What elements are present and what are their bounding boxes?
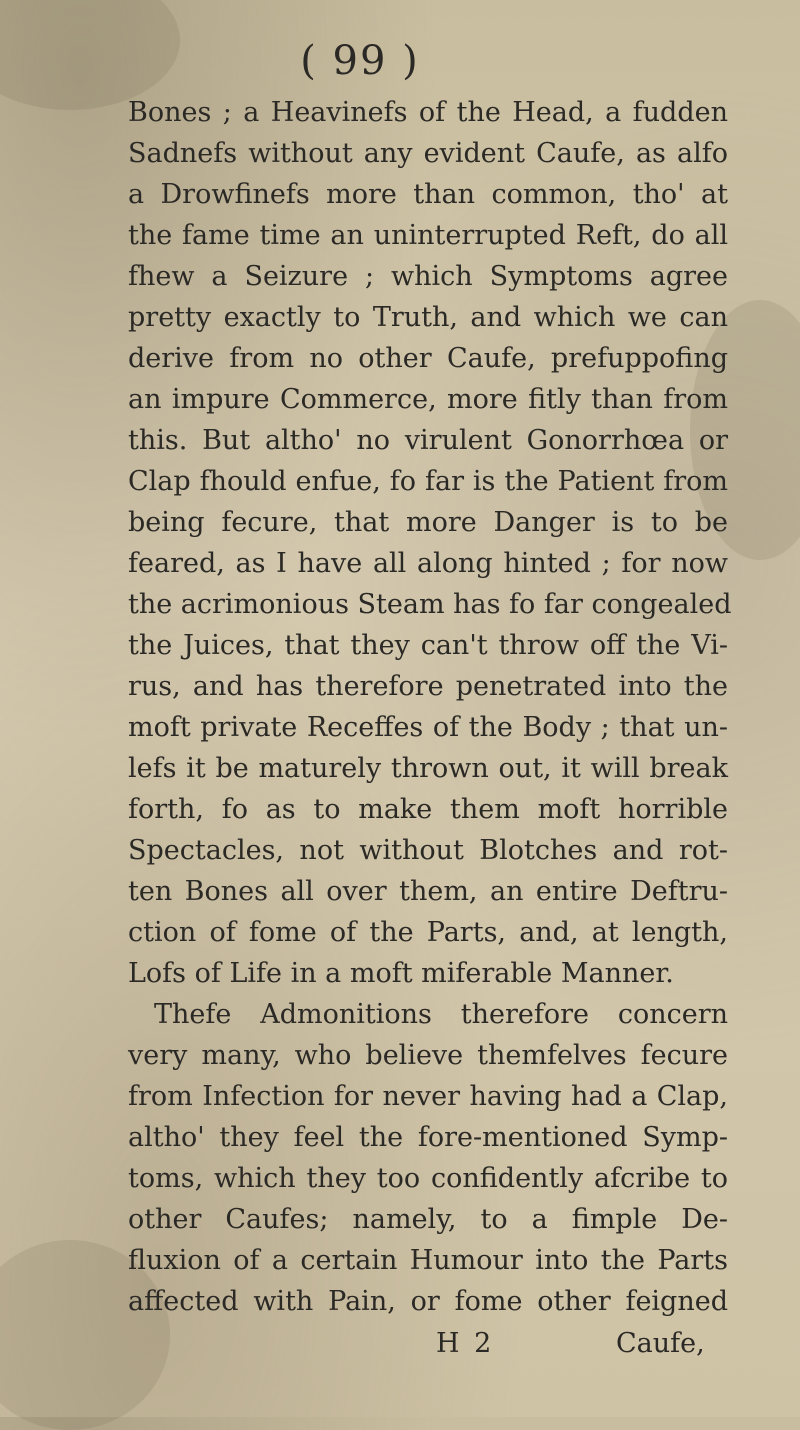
text-line: being fecure, that more Danger is to be [128,507,728,538]
text-line: Bones ; a Heavinefs of the Head, a fudden [128,97,728,128]
text-line: Clap fhould enfue, fo far is the Patient from [128,466,728,497]
catchword: Caufe, [616,1328,705,1359]
page-footer [0,1328,800,1368]
text-line: Thefe Admonitions therefore concern [154,999,728,1030]
page-number: ( 99 ) [300,38,420,84]
signature-mark: H 2 [436,1328,495,1359]
text-line: forth, fo as to make them moft horrible [128,794,728,825]
text-line: feared, as I have all along hinted ; for now [128,548,728,579]
text-line: the acrimonious Steam has fo far congealed [128,589,732,620]
text-line: other Caufes; namely, to a fimple De- [128,1204,728,1235]
text-line: toms, which they too confidently afcribe to [128,1163,728,1194]
text-line: affected with Pain, or fome other feigned [128,1286,728,1317]
text-line: Spectacles, not without Blotches and rot- [128,835,728,866]
text-line: the Juices, that they can't throw off the Vi- [128,630,728,661]
text-line: fluxion of a certain Humour into the Parts [128,1245,728,1276]
text-line: a Drowfinefs more than common, tho' at [128,179,728,210]
text-line: lefs it be maturely thrown out, it will break [128,753,728,784]
text-line: very many, who believe themfelves fecure [128,1040,728,1071]
text-line: fhew a Seizure ; which Symptoms agree [128,261,728,292]
text-line: moft private Receffes of the Body ; that un- [128,712,728,743]
text-line: an impure Commerce, more fitly than from [128,384,728,415]
text-line: derive from no other Caufe, prefuppofing [128,343,728,374]
text-line: rus, and has therefore penetrated into the [128,671,728,702]
text-line: Lofs of Life in a moft miferable Manner. [128,958,674,989]
text-line: altho' they feel the fore-mentioned Symp- [128,1122,728,1153]
text-line: this. But altho' no virulent Gonorrhœa or [128,425,728,456]
text-line: pretty exactly to Truth, and which we can [128,302,728,333]
text-line: the fame time an uninterrupted Reft, do all [128,220,728,251]
text-line: ten Bones all over them, an entire Deftru- [128,876,728,907]
text-line: Sadnefs without any evident Caufe, as alfo [128,138,728,169]
body-text [128,92,732,1322]
text-line: from Infection for never having had a Clap, [128,1081,728,1112]
text-line: ction of fome of the Parts, and, at length, [128,917,728,948]
